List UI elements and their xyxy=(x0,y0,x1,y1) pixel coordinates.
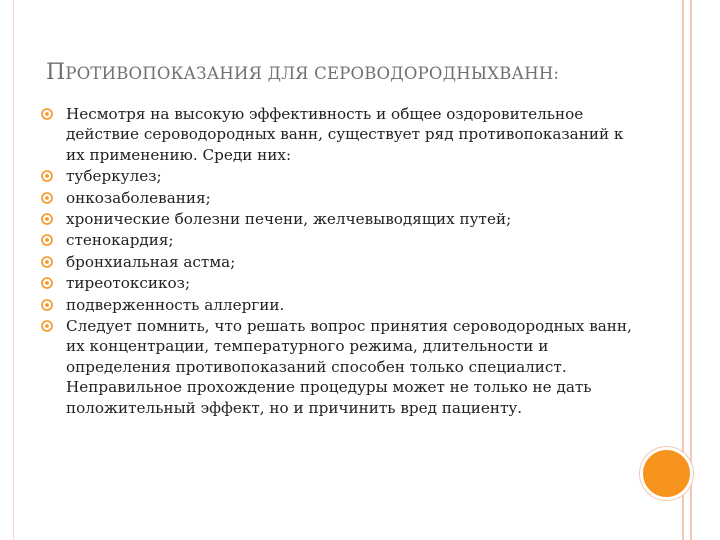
list-item xyxy=(40,295,640,315)
circle-bullet-icon xyxy=(40,191,56,205)
circle-bullet-icon xyxy=(40,276,56,290)
circle-bullet-icon xyxy=(40,298,56,312)
list-item xyxy=(40,273,640,293)
list-item-text: онкозаболевания; xyxy=(66,188,211,207)
circle-bullet-icon xyxy=(40,212,56,226)
circle-bullet-icon xyxy=(40,255,56,269)
list-item xyxy=(40,316,640,418)
list-item xyxy=(40,252,640,272)
list-item xyxy=(40,104,640,165)
list-item-text: Несмотря на высокую эффективность и общее оздоровительное действие сероводородных ванн, существует ряд противопоказаний к их применению. Среди них: xyxy=(66,105,624,164)
frame-line-left xyxy=(13,0,14,540)
slide-title-rest: РОТИВОПОКАЗАНИЯ ДЛЯ СЕРОВОДОРОДНЫХВАНН: xyxy=(65,64,560,83)
circle-bullet-icon xyxy=(40,107,56,121)
accent-circle xyxy=(640,447,693,500)
frame-line-right-inner xyxy=(690,0,692,540)
list-item-text: подверженность аллергии. xyxy=(66,295,285,314)
slide-title-initial: П xyxy=(46,60,66,85)
bullet-list xyxy=(40,104,640,419)
list-item-text: Следует помнить, что решать вопрос принятия сероводородных ванн, их концентрации, температурного режима, длительности и определения противопоказаний способен только специалист. Неправильное прохождение процедуры может не только не дать положительный эффект, но и причинить вред пациенту. xyxy=(66,317,632,417)
list-item xyxy=(40,166,640,186)
circle-bullet-icon xyxy=(40,169,56,183)
circle-bullet-icon xyxy=(40,319,56,333)
list-item-text: тиреотоксикоз; xyxy=(66,274,191,293)
list-item-text: стенокардия; xyxy=(66,231,174,250)
list-item xyxy=(40,188,640,208)
slide-title xyxy=(46,60,666,85)
list-item xyxy=(40,209,640,229)
list-item-text: туберкулез; xyxy=(66,167,162,186)
circle-bullet-icon xyxy=(40,233,56,247)
list-item-text: бронхиальная астма; xyxy=(66,252,236,271)
list-item xyxy=(40,230,640,250)
list-item-text: хронические болезни печени, желчевыводящих путей; xyxy=(66,210,512,229)
